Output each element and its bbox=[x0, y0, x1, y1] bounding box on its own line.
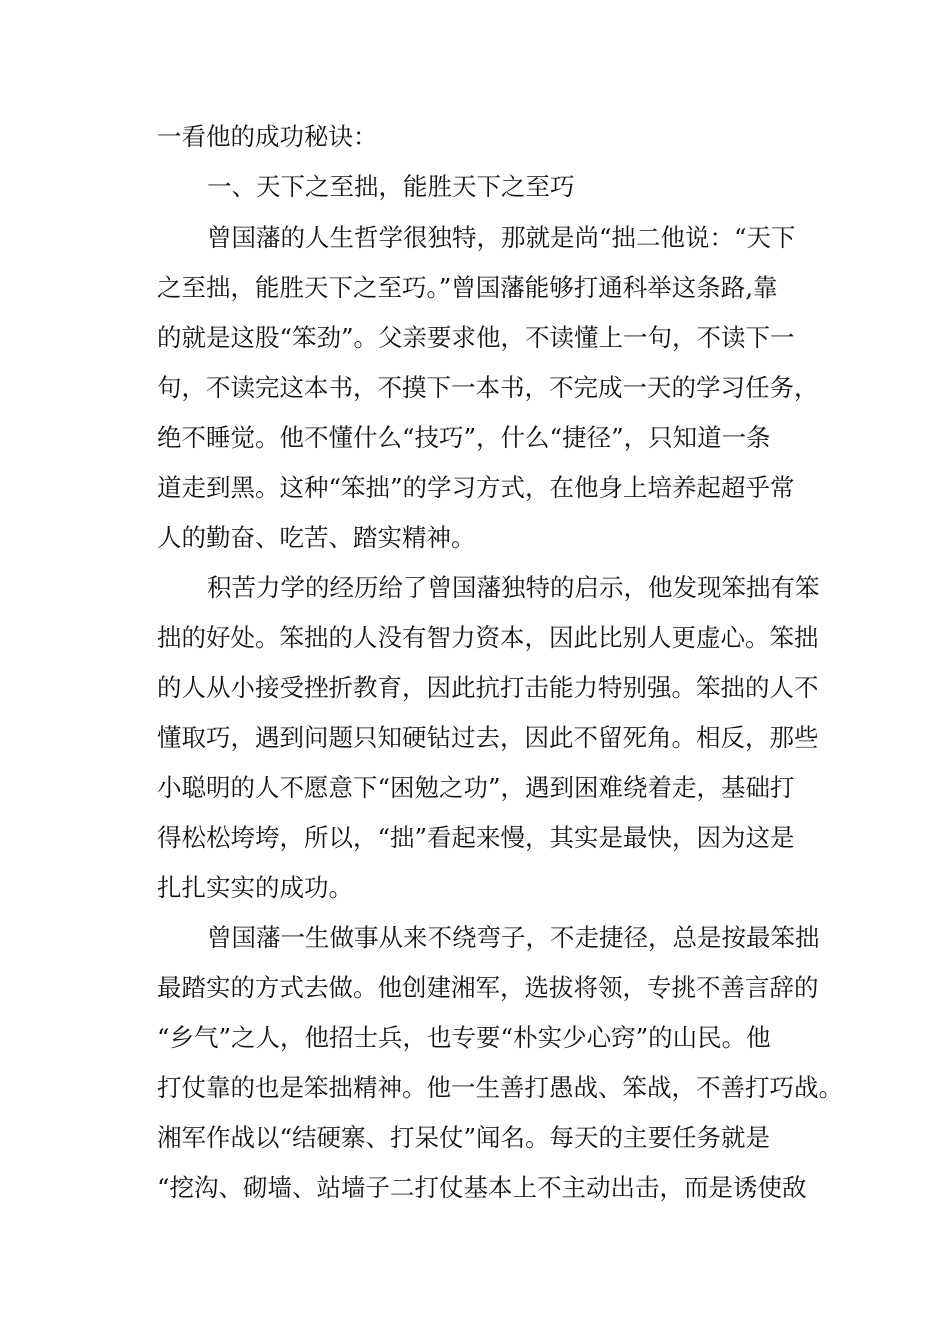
text-line: 打仗靠的也是笨拙精神。他一生善打愚战、笨战，不善打巧战。 bbox=[157, 1073, 843, 1102]
text-line: 绝不睡觉。他不懂什么“技巧”，什么“捷径”，只知道一条 bbox=[157, 423, 771, 452]
section-heading: 一、天下之至拙，能胜天下之至巧 bbox=[207, 172, 575, 201]
text-line: 之至拙，能胜天下之至巧。”曾国藩能够打通科举这条路,靠 bbox=[157, 273, 778, 302]
text-line: 懂取巧，遇到问题只知硬钻过去，因此不留死角。相反，那些 bbox=[157, 723, 819, 752]
text-line: 道走到黑。这种“笨拙”的学习方式，在他身上培养起超乎常 bbox=[157, 473, 795, 502]
text-line: 的就是这股“笨劲”。父亲要求他，不读懂上一句，不读下一 bbox=[157, 323, 795, 352]
paragraph-first-line: 积苦力学的经历给了曾国藩独特的启示，他发现笨拙有笨 bbox=[207, 573, 820, 602]
paragraph-first-line: 曾国藩的人生哲学很独特，那就是尚“拙二他说：“天下 bbox=[207, 223, 796, 252]
text-line: 最踏实的方式去做。他创建湘军，选拔将领，专挑不善言辞的 bbox=[157, 973, 819, 1002]
text-line: 人的勤奋、吃苦、踏实精神。 bbox=[157, 523, 476, 552]
text-line: 的人从小接受挫折教育，因此抗打击能力特别强。笨拙的人不 bbox=[157, 673, 819, 702]
text-line: 得松松垮垮，所以，“拙”看起来慢，其实是最快，因为这是 bbox=[157, 823, 795, 852]
text-line: 扎扎实实的成功。 bbox=[157, 873, 353, 902]
text-line: “挖沟、砌墙、站墙子二打仗基本上不主动出击，而是诱使敌 bbox=[157, 1173, 807, 1202]
paragraph-first-line: 曾国藩一生做事从来不绕弯子，不走捷径，总是按最笨拙 bbox=[207, 923, 820, 952]
text-line: 句，不读完这本书，不摸下一本书，不完成一天的学习任务， bbox=[157, 373, 819, 402]
text-line: 拙的好处。笨拙的人没有智力资本，因此比别人更虚心。笨拙 bbox=[157, 623, 819, 652]
text-line: 湘军作战以“结硬寨、打呆仗”闻名。每天的主要任务就是 bbox=[157, 1123, 771, 1152]
text-line: “乡气”之人，他招士兵，也专要“朴实少心窍”的山民。他 bbox=[157, 1023, 771, 1052]
text-line: 小聪明的人不愿意下“困勉之功”，遇到困难绕着走，基础打 bbox=[157, 773, 795, 802]
text-line: 一看他的成功秘诀： bbox=[157, 122, 378, 151]
